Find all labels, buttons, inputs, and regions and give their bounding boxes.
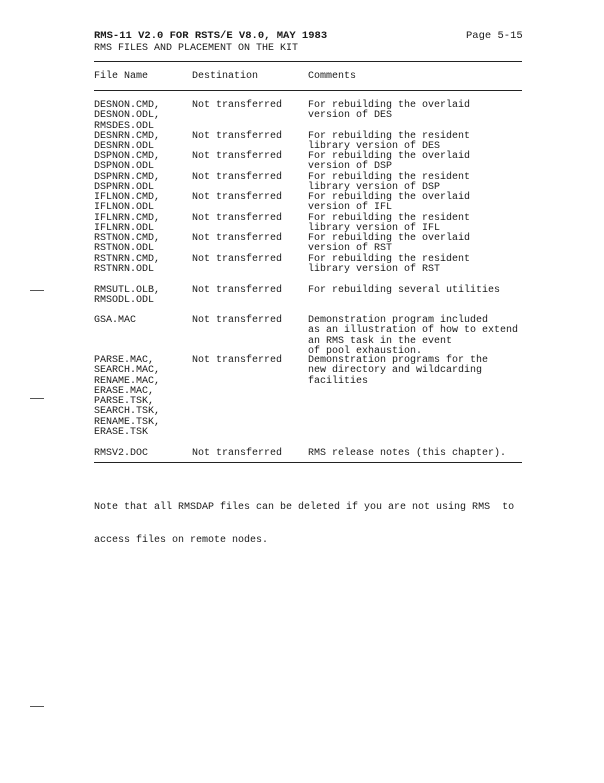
comment-line: RMS release notes (this chapter).	[308, 448, 507, 459]
comment-line: an RMS task in the event	[308, 335, 453, 347]
comment-line: For rebuilding the overlaid	[308, 192, 471, 203]
destination-cell: Not transferred	[192, 355, 283, 366]
document-title: RMS-11 V2.0 FOR RSTS/E V8.0, MAY 1983	[94, 30, 328, 42]
comment-line: For rebuilding the resident	[308, 172, 471, 183]
comment-line: version of RST	[308, 243, 393, 255]
comment-line: version of IFL	[308, 202, 393, 214]
file-name: RSTNON.CMD,	[94, 233, 161, 244]
file-name: RMSDES.ODL	[94, 120, 155, 132]
section-subtitle: RMS FILES AND PLACEMENT ON THE KIT	[94, 43, 299, 54]
column-header-file-name: File Name	[94, 71, 149, 82]
file-name: IFLNON.CMD,	[94, 192, 161, 203]
comments-cell	[308, 132, 470, 153]
comment-line: version of DSP	[308, 161, 393, 173]
comments-cell	[308, 449, 506, 459]
file-name-cell	[94, 286, 160, 307]
comment-line: library version of RST	[308, 264, 441, 276]
file-name: ERASE.MAC,	[94, 385, 155, 397]
comments-cell	[308, 356, 488, 387]
comment-line: library version of IFL	[308, 223, 441, 235]
file-name: RMSUTL.OLB,	[94, 285, 161, 296]
file-name-cell	[94, 255, 160, 276]
file-name: IFLNRN.ODL	[94, 223, 155, 235]
destination-cell: Not transferred	[192, 151, 283, 162]
file-name: RMSODL.ODL	[94, 295, 155, 307]
margin-mark	[30, 398, 44, 399]
destination-cell: Not transferred	[192, 233, 283, 244]
file-name: DESNON.CMD,	[94, 100, 161, 111]
destination-cell: Not transferred	[192, 192, 283, 203]
table-top-rule	[94, 61, 522, 62]
file-name: DESNRN.ODL	[94, 141, 155, 153]
comment-line: as an illustration of how to extend	[308, 325, 519, 337]
file-name-cell	[94, 152, 160, 173]
comment-line: For rebuilding the overlaid	[308, 151, 471, 162]
note-paragraph	[94, 480, 514, 568]
comments-cell	[308, 193, 470, 214]
comment-line: For rebuilding the overlaid	[308, 100, 471, 111]
comment-line: Demonstration program included	[308, 315, 489, 326]
file-name: SEARCH.TSK,	[94, 406, 161, 418]
file-name: RENAME.MAC,	[94, 375, 161, 387]
comment-line: For rebuilding several utilities	[308, 285, 501, 296]
comment-line: new directory and wildcarding	[308, 365, 483, 377]
file-name-cell	[94, 132, 160, 153]
comment-line: Demonstration programs for the	[308, 355, 489, 366]
file-name: RSTNRN.CMD,	[94, 254, 161, 265]
file-name-cell	[94, 316, 136, 326]
file-name-cell	[94, 101, 160, 132]
file-name-cell	[94, 356, 160, 438]
file-name: PARSE.TSK,	[94, 396, 155, 408]
destination-cell: Not transferred	[192, 100, 283, 111]
file-name: RENAME.TSK,	[94, 416, 161, 428]
destination-cell: Not transferred	[192, 285, 283, 296]
file-name: PARSE.MAC,	[94, 355, 155, 366]
file-name: DSPNRN.ODL	[94, 182, 155, 194]
comment-line: For rebuilding the resident	[308, 131, 471, 142]
destination-cell: Not transferred	[192, 213, 283, 224]
comments-cell	[308, 101, 470, 122]
page-number: Page 5-15	[466, 30, 523, 42]
destination-cell: Not transferred	[192, 254, 283, 265]
file-name: DESNON.ODL,	[94, 110, 161, 122]
file-name: GSA.MAC	[94, 315, 137, 326]
comment-line: For rebuilding the resident	[308, 213, 471, 224]
file-name: RMSV2.DOC	[94, 448, 149, 459]
comment-line: For rebuilding the resident	[308, 254, 471, 265]
comments-cell	[308, 214, 470, 235]
header-bottom-rule	[94, 90, 522, 91]
margin-mark	[30, 290, 44, 291]
note-line: Note that all RMSDAP files can be deleted if you are not using RMS to	[94, 502, 515, 513]
file-name: RSTNON.ODL	[94, 243, 155, 255]
comments-cell	[308, 152, 470, 173]
column-header-comments: Comments	[308, 71, 357, 82]
file-name: DESNRN.CMD,	[94, 131, 161, 142]
destination-cell: Not transferred	[192, 315, 283, 326]
comments-cell	[308, 234, 470, 255]
comment-line: For rebuilding the overlaid	[308, 233, 471, 244]
comment-line: of pool exhaustion.	[308, 345, 423, 357]
comments-cell	[308, 316, 518, 357]
comments-cell	[308, 173, 470, 194]
file-name: DSPNRN.CMD,	[94, 172, 161, 183]
destination-cell: Not transferred	[192, 131, 283, 142]
comment-line: version of DES	[308, 110, 393, 122]
destination-cell: Not transferred	[192, 172, 283, 183]
file-name: ERASE.TSK	[94, 427, 149, 439]
comment-line: library version of DSP	[308, 182, 441, 194]
destination-cell: Not transferred	[192, 448, 283, 459]
file-name: IFLNRN.CMD,	[94, 213, 161, 224]
table-bottom-rule	[94, 462, 522, 463]
file-name-cell	[94, 173, 160, 194]
file-name-cell	[94, 234, 160, 255]
file-name: SEARCH.MAC,	[94, 365, 161, 377]
note-line: access files on remote nodes.	[94, 535, 269, 546]
file-name-cell	[94, 214, 160, 235]
comment-line: facilities	[308, 375, 369, 387]
file-name: DSPNON.ODL	[94, 161, 155, 173]
file-name-cell	[94, 193, 160, 214]
file-name-cell	[94, 449, 148, 459]
comments-cell	[308, 255, 470, 276]
comment-line: library version of DES	[308, 141, 441, 153]
file-name: DSPNON.CMD,	[94, 151, 161, 162]
file-name: RSTNRN.ODL	[94, 264, 155, 276]
file-name: IFLNON.ODL	[94, 202, 155, 214]
column-header-destination: Destination	[192, 71, 259, 82]
comments-cell	[308, 286, 500, 296]
margin-mark	[30, 706, 44, 707]
